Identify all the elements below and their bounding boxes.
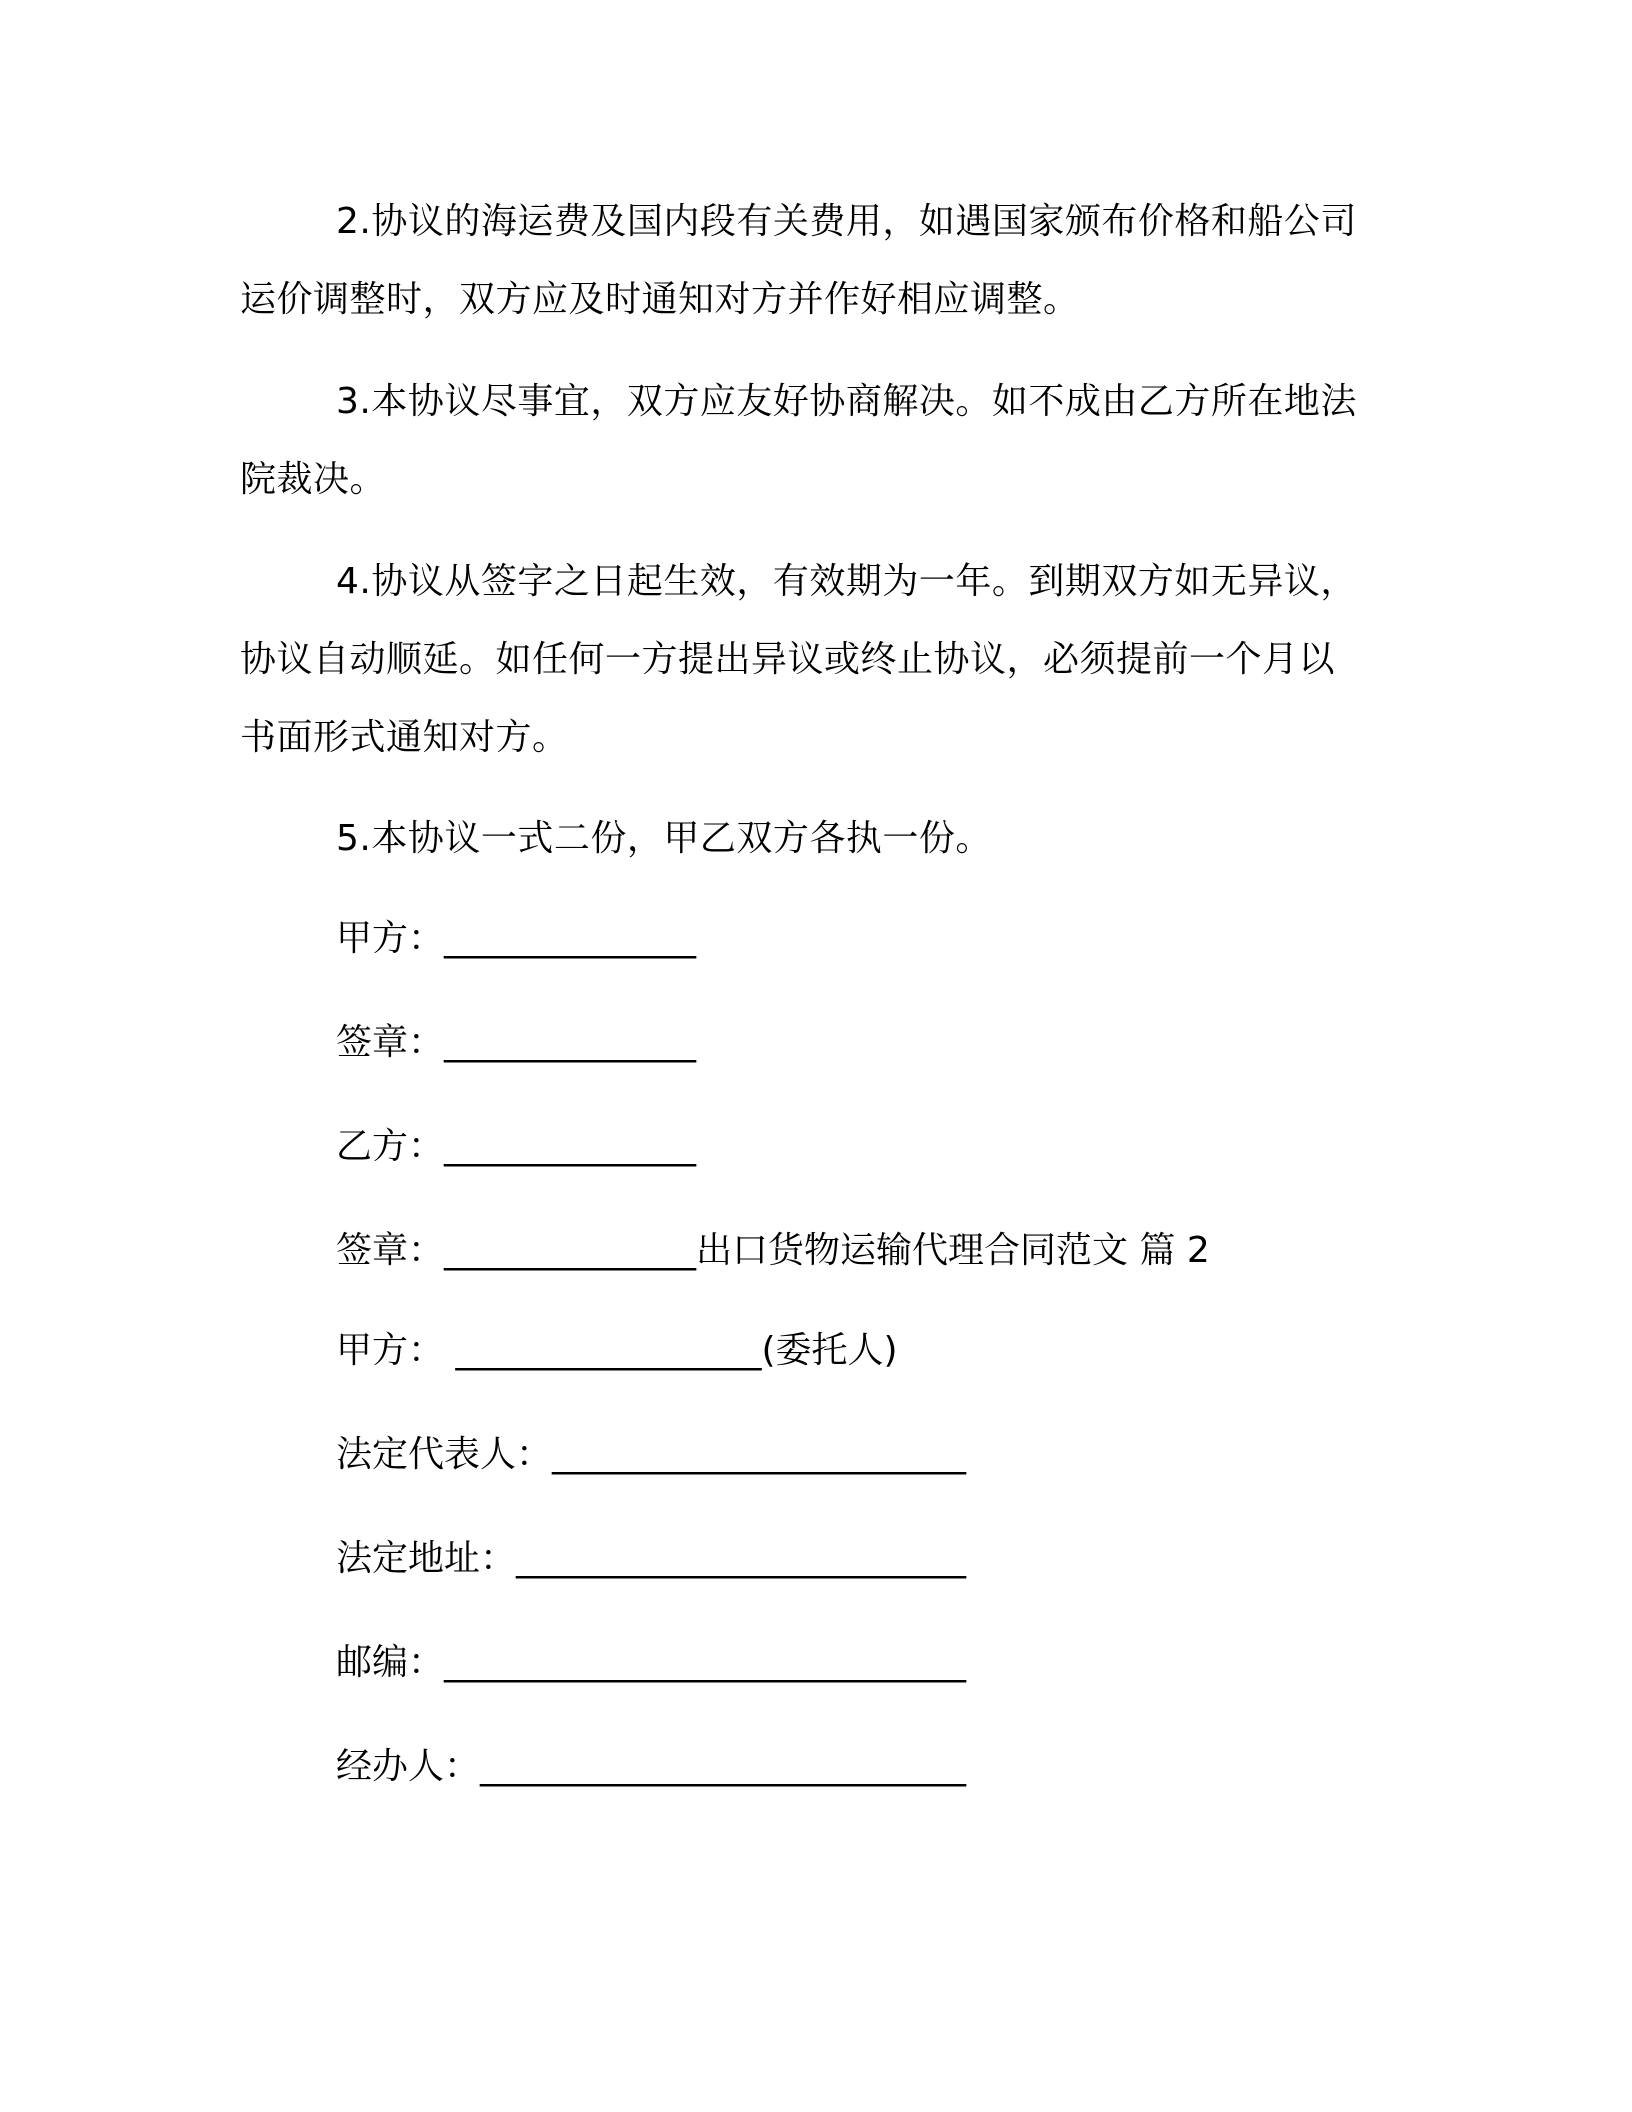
party-b-blank: ______________ xyxy=(444,1126,697,1167)
legal-address-line xyxy=(336,1535,966,1583)
handler-label: 经办人： xyxy=(336,1746,481,1787)
client-label: 甲方： xyxy=(336,1330,456,1371)
party-a-seal-line xyxy=(336,1019,696,1067)
handler-blank: ___________________________ xyxy=(480,1746,967,1787)
clause-2-paragraph: 2.协议的海运费及国内段有关费用，如遇国家颁布价格和船公司运价调整时，双方应及时通知对方并作好相应调整。 xyxy=(240,201,1357,320)
legal-representative-blank: _______________________ xyxy=(552,1434,967,1475)
clause-4-paragraph: 4.协议从签字之日起生效，有效期为一年。到期双方如无异议，协议自动顺延。如任何一方提出异议或终止协议，必须提前一个月以书面形式通知对方。 xyxy=(240,561,1357,758)
handler-line xyxy=(336,1743,966,1791)
client-line xyxy=(336,1327,898,1375)
party-a-seal-blank: ______________ xyxy=(444,1022,697,1063)
party-a-label: 甲方： xyxy=(336,918,445,959)
party-b-seal-label: 签章： xyxy=(336,1230,445,1271)
legal-representative-label: 法定代表人： xyxy=(336,1434,553,1475)
clause-3-paragraph: 3.本协议尽事宜，双方应友好协商解决。如不成由乙方所在地法院裁决。 xyxy=(240,381,1357,500)
postcode-label: 邮编： xyxy=(336,1642,445,1683)
client-blank: _________________ xyxy=(455,1330,762,1371)
party-a-line xyxy=(336,915,696,963)
party-b-line xyxy=(336,1123,696,1171)
party-a-seal-label: 签章： xyxy=(336,1022,445,1063)
party-b-seal-line xyxy=(336,1227,1210,1275)
legal-address-blank: _________________________ xyxy=(516,1538,967,1579)
contract-title-heading: 出口货物运输代理合同范文 篇 2 xyxy=(696,1230,1210,1271)
legal-address-label: 法定地址： xyxy=(336,1538,517,1579)
client-role-note: (委托人) xyxy=(761,1330,898,1371)
postcode-blank: _____________________________ xyxy=(444,1642,967,1683)
postcode-line xyxy=(336,1639,966,1687)
party-b-label: 乙方： xyxy=(336,1126,445,1167)
party-a-blank: ______________ xyxy=(444,918,697,959)
legal-representative-line xyxy=(336,1431,966,1479)
party-b-seal-blank: ______________ xyxy=(444,1230,697,1271)
clause-5-paragraph: 5.本协议一式二份，甲乙双方各执一份。 xyxy=(336,818,992,859)
